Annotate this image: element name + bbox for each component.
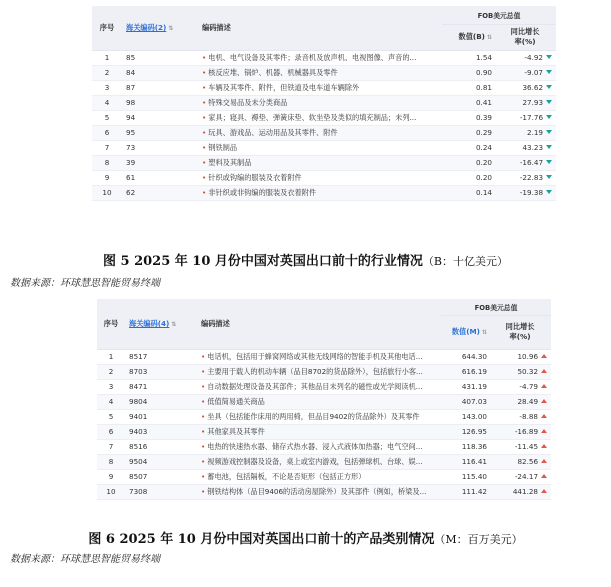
row-value: 118.36 (441, 439, 493, 454)
figure-6-source: 数据来源：环球慧思智能贸易终端 (10, 554, 160, 565)
table-row[interactable] (92, 170, 556, 185)
triangle-down-icon (546, 130, 552, 134)
table-row[interactable] (97, 454, 551, 469)
row-value: 0.20 (442, 155, 498, 170)
row-description-text: 坐具（包括能作床用的两用椅，但品目9402的货品除外）及其零件 (207, 411, 420, 421)
row-code: 87 (122, 80, 198, 95)
row-description-text: 电机、电气设备及其零件；录音机及放声机、电视图像、声音的... (208, 52, 417, 62)
row-description-text: 蓄电池，包括隔板，不论是否矩形（包括正方形） (207, 471, 366, 481)
row-code: 9401 (125, 409, 197, 424)
table-row[interactable] (97, 469, 551, 484)
row-description-text: 主要用于载人的机动车辆（品目8702的货品除外），包括旅行小客... (207, 366, 423, 376)
row-code: 8703 (125, 364, 197, 379)
header-description: 编码描述 (198, 6, 442, 50)
row-change (493, 364, 551, 379)
row-value: 431.19 (441, 379, 493, 394)
row-change (498, 185, 556, 200)
row-change-value: 27.93 (522, 98, 544, 107)
row-index: 3 (97, 379, 125, 394)
row-change-value: -4.79 (519, 382, 539, 391)
row-change (493, 454, 551, 469)
header-fob-group: FOB美元总值 (442, 6, 556, 24)
row-description (198, 95, 442, 110)
triangle-down-icon (546, 85, 552, 89)
bullet-icon: • (202, 67, 207, 77)
row-description-text: 钢铁制品 (208, 142, 238, 152)
header-fob-group: FOB美元总值 (441, 299, 551, 315)
header-code-link[interactable]: 海关编码(4) (129, 318, 170, 328)
bullet-icon: • (201, 366, 206, 376)
row-value: 111.42 (441, 484, 493, 499)
table-row[interactable] (97, 364, 551, 379)
bullet-icon: • (202, 157, 207, 167)
row-description (198, 125, 442, 140)
triangle-down-icon (546, 55, 552, 59)
row-change-value: 36.62 (522, 83, 544, 92)
row-code: 7308 (125, 484, 197, 499)
row-index: 10 (97, 484, 125, 499)
row-code: 95 (122, 125, 198, 140)
row-value: 0.14 (442, 185, 498, 200)
bullet-icon: • (202, 187, 207, 197)
triangle-up-icon (541, 354, 547, 358)
table-row[interactable] (97, 409, 551, 424)
triangle-down-icon (546, 145, 552, 149)
triangle-down-icon (546, 100, 552, 104)
table-row[interactable] (92, 65, 556, 80)
figure-5-source: 数据来源：环球慧思智能贸易终端 (10, 278, 160, 289)
row-value: 0.29 (442, 125, 498, 140)
bullet-icon: • (201, 351, 206, 361)
row-value: 0.20 (442, 170, 498, 185)
row-description-text: 车辆及其零件、附件，但铁道及电车道车辆除外 (208, 82, 360, 92)
triangle-up-icon (541, 489, 547, 493)
bullet-icon: • (201, 456, 206, 466)
row-code: 39 (122, 155, 198, 170)
header-change-line1: 同比增长 (505, 322, 535, 331)
row-change-value: 82.56 (517, 457, 539, 466)
row-description-text: 核反应堆、锅炉、机器、机械器具及零件 (208, 67, 338, 77)
row-index: 1 (97, 349, 125, 364)
row-change (493, 379, 551, 394)
row-change (493, 349, 551, 364)
row-value: 143.00 (441, 409, 493, 424)
row-index: 10 (92, 185, 122, 200)
row-code: 73 (122, 140, 198, 155)
bullet-icon: • (202, 142, 207, 152)
row-index: 5 (92, 110, 122, 125)
row-index: 2 (92, 65, 122, 80)
bullet-icon: • (202, 82, 207, 92)
header-change-line2: 率(%) (514, 37, 536, 46)
row-code: 8516 (125, 439, 197, 454)
row-description (197, 349, 441, 364)
row-value: 116.41 (441, 454, 493, 469)
row-description-text: 低值简易通关商品 (207, 396, 265, 406)
bullet-icon: • (202, 52, 207, 62)
triangle-up-icon (541, 384, 547, 388)
row-change-value: -19.38 (519, 188, 544, 197)
row-code: 9504 (125, 454, 197, 469)
triangle-up-icon (541, 369, 547, 373)
row-index: 8 (97, 454, 125, 469)
row-change (493, 484, 551, 499)
triangle-up-icon (541, 474, 547, 478)
row-index: 4 (92, 95, 122, 110)
row-change-value: -8.88 (519, 412, 539, 421)
row-change-value: 2.19 (527, 128, 544, 137)
row-change (498, 125, 556, 140)
triangle-down-icon (546, 160, 552, 164)
row-change (498, 110, 556, 125)
bullet-icon: • (201, 471, 206, 481)
header-change-line2: 率(%) (509, 332, 531, 341)
triangle-down-icon (546, 190, 552, 194)
row-description-text: 其他家具及其零件 (207, 426, 265, 436)
row-change-value: 441.28 (512, 487, 539, 496)
row-description (197, 439, 441, 454)
header-value[interactable] (442, 24, 498, 50)
table-row[interactable] (97, 349, 551, 364)
row-code: 9804 (125, 394, 197, 409)
row-index: 9 (92, 170, 122, 185)
table-row[interactable] (92, 50, 556, 65)
row-description-text: 针织或钩编的服装及衣着附件 (208, 172, 302, 182)
header-index: 序号 (92, 6, 122, 50)
table-row[interactable] (97, 484, 551, 499)
bullet-icon: • (201, 411, 206, 421)
row-description-text: 钢铁结构体（品目9406的活动房屋除外）及其部件（例如，桥梁及... (207, 486, 427, 496)
table-row[interactable] (92, 125, 556, 140)
sort-icon[interactable]: ⇅ (481, 329, 487, 336)
triangle-up-icon (541, 399, 547, 403)
bullet-icon: • (202, 97, 207, 107)
header-change[interactable] (498, 24, 556, 50)
figure-5-caption (0, 250, 611, 269)
row-change (498, 155, 556, 170)
row-index: 7 (92, 140, 122, 155)
row-value: 115.40 (441, 469, 493, 484)
sort-icon[interactable]: ⇅ (168, 24, 174, 32)
row-value: 407.03 (441, 394, 493, 409)
row-value: 0.24 (442, 140, 498, 155)
triangle-up-icon (541, 429, 547, 433)
row-value: 644.30 (441, 349, 493, 364)
sort-icon[interactable]: ⇅ (486, 34, 492, 41)
row-index: 7 (97, 439, 125, 454)
row-change (493, 424, 551, 439)
row-change-value: -17.76 (519, 113, 544, 122)
row-change (498, 95, 556, 110)
table-row[interactable] (92, 110, 556, 125)
row-index: 4 (97, 394, 125, 409)
row-index: 6 (97, 424, 125, 439)
triangle-up-icon (541, 444, 547, 448)
header-index: 序号 (97, 299, 125, 349)
row-description-text: 塑料及其制品 (208, 157, 252, 167)
row-change (498, 170, 556, 185)
row-index: 9 (97, 469, 125, 484)
table-row[interactable] (92, 155, 556, 170)
row-change (498, 140, 556, 155)
row-code: 85 (122, 50, 198, 65)
row-code: 8517 (125, 349, 197, 364)
row-code: 8507 (125, 469, 197, 484)
row-change (493, 394, 551, 409)
row-description (198, 50, 442, 65)
row-description-text: 电热的快速热水器、储存式热水器、浸入式液体加热器；电气空间... (207, 441, 423, 451)
bullet-icon: • (201, 381, 206, 391)
row-change-value: 28.49 (517, 397, 539, 406)
figure-6-caption (0, 528, 611, 547)
row-code: 61 (122, 170, 198, 185)
row-description-text: 自动数据处理设备及其部件；其他品目未列名的磁性或光学阅读机... (207, 381, 423, 391)
row-code: 84 (122, 65, 198, 80)
bullet-icon: • (201, 486, 206, 496)
row-change (498, 65, 556, 80)
bullet-icon: • (201, 426, 206, 436)
header-value-label[interactable]: 数值(B) (458, 32, 485, 41)
row-change-value: 43.23 (522, 143, 544, 152)
row-change-value: -16.47 (519, 158, 544, 167)
row-index: 8 (92, 155, 122, 170)
row-code: 94 (122, 110, 198, 125)
figure-6-unit: （M：百万美元） (434, 533, 523, 546)
row-code: 62 (122, 185, 198, 200)
row-change-value: -22.83 (519, 173, 544, 182)
row-code: 98 (122, 95, 198, 110)
table-row[interactable] (97, 379, 551, 394)
bullet-icon: • (201, 441, 206, 451)
row-index: 5 (97, 409, 125, 424)
row-description (198, 110, 442, 125)
row-value: 0.41 (442, 95, 498, 110)
row-description-text: 特殊交易品及未分类商品 (208, 97, 288, 107)
row-description-text: 玩具、游戏品、运动用品及其零件、附件 (208, 127, 338, 137)
triangle-down-icon (546, 115, 552, 119)
row-change (493, 439, 551, 454)
product-table-body (97, 349, 551, 499)
table-row[interactable] (92, 185, 556, 200)
industry-table-body (92, 50, 556, 200)
row-description (197, 469, 441, 484)
row-description (198, 80, 442, 95)
triangle-down-icon (546, 175, 552, 179)
bullet-icon: • (202, 112, 207, 122)
figure-5-unit: （B：十亿美元） (422, 255, 509, 268)
row-change-value: -9.07 (524, 68, 544, 77)
row-change (498, 80, 556, 95)
row-index: 6 (92, 125, 122, 140)
header-code-link[interactable]: 海关编码(2) (126, 22, 167, 32)
table-row[interactable] (97, 439, 551, 454)
triangle-up-icon (541, 459, 547, 463)
table-row[interactable] (97, 424, 551, 439)
row-change-value: -16.89 (514, 427, 539, 436)
table-row[interactable] (92, 95, 556, 110)
row-code: 9403 (125, 424, 197, 439)
row-index: 1 (92, 50, 122, 65)
row-description (197, 394, 441, 409)
bullet-icon: • (202, 127, 207, 137)
row-value: 0.81 (442, 80, 498, 95)
table-row[interactable] (92, 80, 556, 95)
row-value: 126.95 (441, 424, 493, 439)
industry-table (92, 6, 556, 201)
header-code[interactable] (125, 299, 197, 349)
row-change (493, 469, 551, 484)
product-table (97, 299, 551, 500)
row-description (198, 65, 442, 80)
triangle-up-icon (541, 414, 547, 418)
row-change-value: -11.45 (514, 442, 539, 451)
row-index: 3 (92, 80, 122, 95)
header-change-line1: 同比增长 (510, 27, 540, 36)
header-code[interactable] (122, 6, 198, 50)
row-description-text: 非针织或非钩编的服装及衣着附件 (208, 187, 317, 197)
row-description (197, 424, 441, 439)
row-description (197, 454, 441, 469)
row-description (197, 409, 441, 424)
triangle-down-icon (546, 70, 552, 74)
row-description (198, 155, 442, 170)
row-value: 0.90 (442, 65, 498, 80)
row-code: 8471 (125, 379, 197, 394)
row-description (198, 140, 442, 155)
bullet-icon: • (202, 172, 207, 182)
row-change-value: -24.17 (514, 472, 539, 481)
header-value[interactable] (441, 315, 493, 349)
row-change-value: -4.92 (524, 53, 544, 62)
row-value: 0.39 (442, 110, 498, 125)
row-index: 2 (97, 364, 125, 379)
header-value-label[interactable]: 数值(M) (451, 327, 480, 336)
table-row[interactable] (97, 394, 551, 409)
row-description (198, 185, 442, 200)
figure-6-title: 图 6 2025 年 10 月份中国对英国出口前十的产品类别情况 (88, 532, 435, 547)
row-description (197, 484, 441, 499)
sort-icon[interactable]: ⇅ (171, 320, 177, 328)
row-description-text: 电话机，包括用于蜂窝网络或其他无线网络的智能手机及其他电话... (207, 351, 423, 361)
row-description (197, 364, 441, 379)
row-change (493, 409, 551, 424)
row-change-value: 50.32 (517, 367, 539, 376)
row-change-value: 10.96 (517, 352, 539, 361)
bullet-icon: • (201, 396, 206, 406)
header-change[interactable] (493, 315, 551, 349)
row-change (498, 50, 556, 65)
row-description-text: 家具；寝具、褥垫、弹簧床垫、软坐垫及类似的填充制品；未列... (208, 112, 417, 122)
header-description: 编码描述 (197, 299, 441, 349)
row-description (198, 170, 442, 185)
row-value: 1.54 (442, 50, 498, 65)
row-value: 616.19 (441, 364, 493, 379)
row-description-text: 视频游戏控制器及设备，桌上或室内游戏，包括弹球机、台球、娱... (207, 456, 423, 466)
row-description (197, 379, 441, 394)
figure-5-title: 图 5 2025 年 10 月份中国对英国出口前十的行业情况 (102, 254, 423, 269)
table-row[interactable] (92, 140, 556, 155)
